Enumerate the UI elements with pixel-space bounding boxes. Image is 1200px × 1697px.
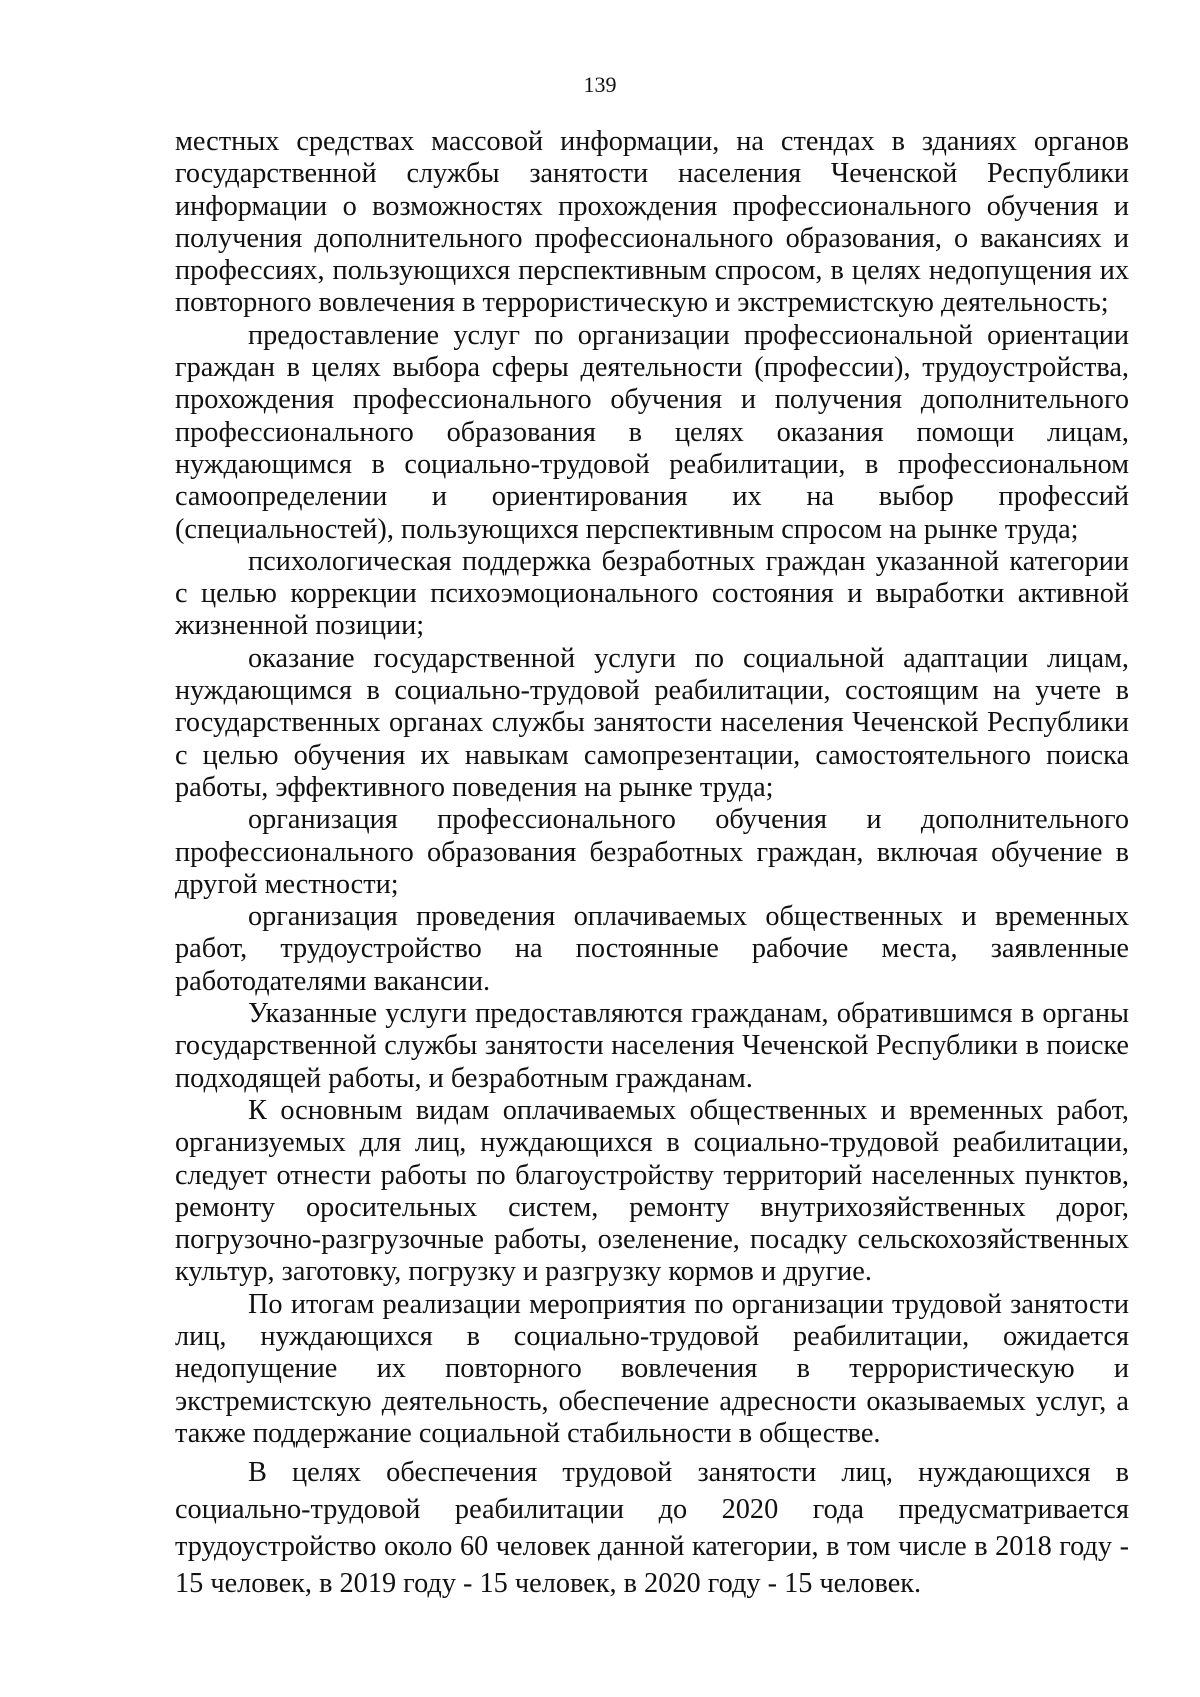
paragraph-psychological-support: психологическая поддержка безработных граждан указанной категории с целью коррекции психоэмоционального состояния и выработки активной жизненной позиции;	[175, 545, 1129, 642]
paragraph-types-of-work: К основным видам оплачиваемых общественных и временных работ, организуемых для лиц, нуждающихся в социально-трудовой реабилитации, следует отнести работы по благоустройству территорий населенных пунктов, ремонту оросительных систем, ремонту внутрихозяйственных дорог, погрузочно-разгрузочные работы, озеленение, посадку сельскохозяйственных культур, заготовку, погрузку и разгрузку кормов и другие.	[175, 1094, 1129, 1288]
paragraph-career-guidance: предоставление услуг по организации профессиональной ориентации граждан в целях выбора сферы деятельности (профессии), трудоустройства, прохождения профессионального обучения и получения дополнительного профессионального образования в целях оказания помощи лицам, нуждающимся в социально-трудовой реабилитации, в профессиональном самоопределении и ориентирования их на выбор профессий (специальностей), пользующихся перспективным спросом на рынке труда;	[175, 319, 1129, 545]
paragraph-services-provided: Указанные услуги предоставляются гражданам, обратившимся в органы государственной службы занятости населения Чеченской Республики в поиске подходящей работы, и безработным гражданам.	[175, 998, 1129, 1094]
document-body	[175, 126, 1129, 1602]
page-number: 139	[583, 72, 617, 97]
paragraph-expected-results: По итогам реализации мероприятия по организации трудовой занятости лиц, нуждающихся в социально-трудовой реабилитации, ожидается недопущение их повторного вовлечения в террористическую и экстремистскую деятельность, обеспечение адресности оказываемых услуг, а также поддержание социальной стабильности в обществе.	[175, 1288, 1129, 1449]
paragraph-public-works: организация проведения оплачиваемых общественных и временных работ, трудоустройство на постоянные рабочие места, заявленные работодателями вакансии.	[175, 901, 1129, 997]
paragraph-social-adaptation: оказание государственной услуги по социальной адаптации лицам, нуждающимся в социально-трудовой реабилитации, состоящим на учете в государственных органах службы занятости населения Чеченской Республики с целью обучения их навыкам самопрезентации, самостоятельного поиска работы, эффективного поведения на рынке труда;	[175, 642, 1129, 803]
paragraph-employment-targets: В целях обеспечения трудовой занятости лиц, нуждающихся в социально-трудовой реабилитации до 2020 года предусматривается трудоустройство около 60 человек данной категории, в том числе в 2018 году - 15 человек, в 2019 году - 15 человек, в 2020 году - 15 человек.	[175, 1457, 1129, 1600]
paragraph-continuation: местных средствах массовой информации, на стендах в зданиях органов государственной службы занятости населения Чеченской Республики информации о возможностях прохождения профессионального обучения и получения дополнительного профессионального образования, о вакансиях и профессиях, пользующихся перспективным спросом, в целях недопущения их повторного вовлечения в террористическую и экстремистскую деятельность;	[175, 126, 1129, 319]
paragraph-vocational-training: организация профессионального обучения и дополнительного профессионального образования безработных граждан, включая обучение в другой местности;	[175, 804, 1129, 900]
